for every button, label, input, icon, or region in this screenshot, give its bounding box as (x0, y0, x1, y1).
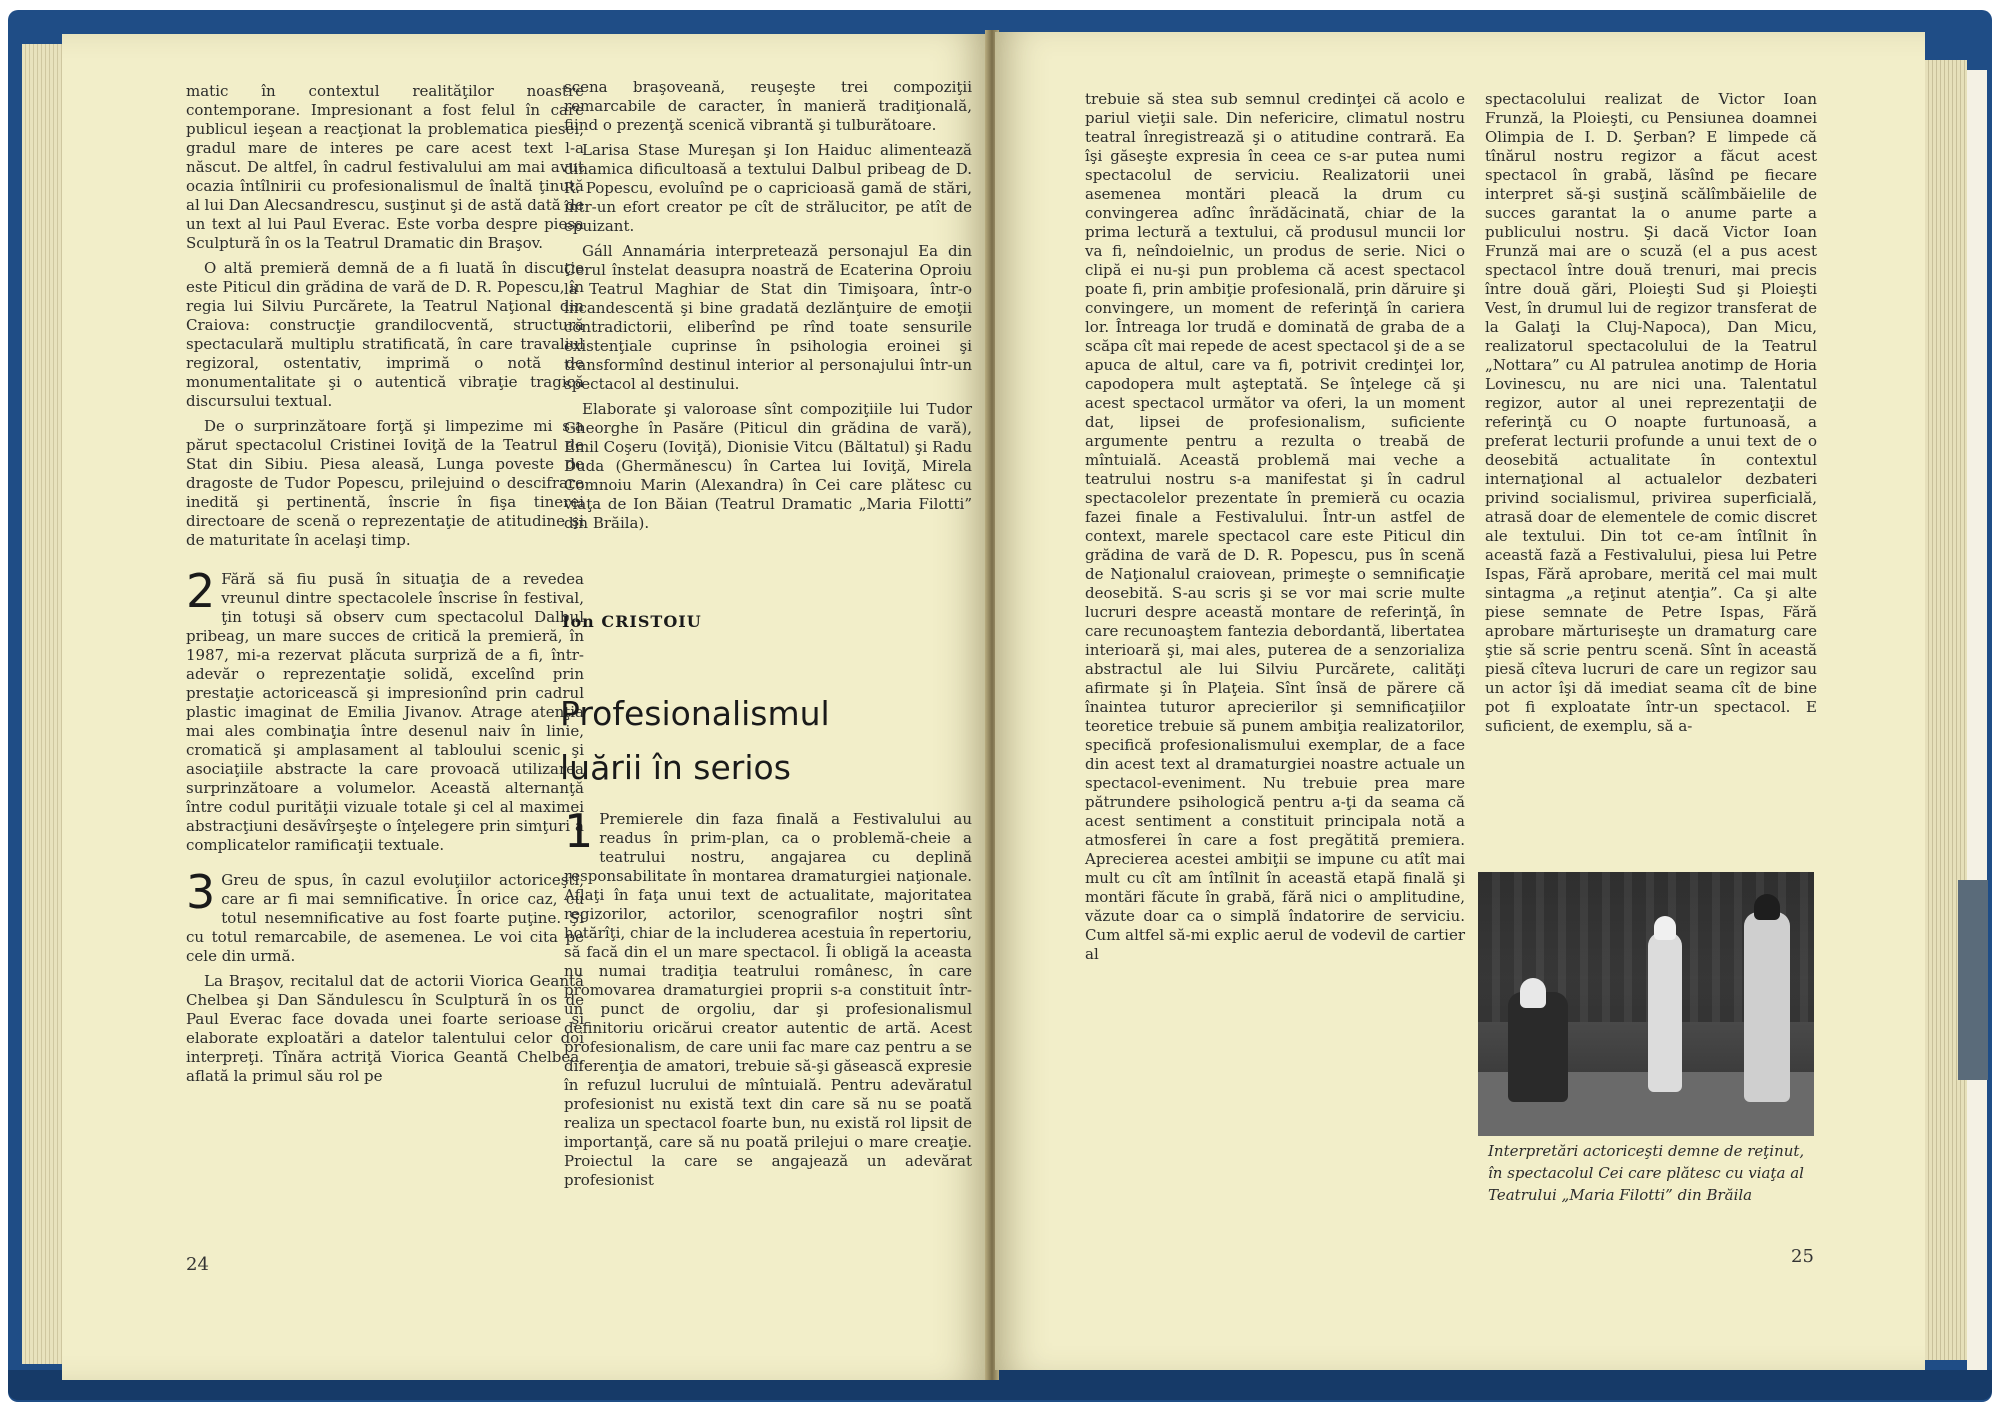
left-page-edges (22, 44, 62, 1364)
paragraph: O altă premieră demnă de a fi luată în discuţie este Piticul din grădina de vară de D. R. Popescu, în regia lui Silviu Purcărete, la Teatrul Naţional din Craiova: construcţie grandilocventă, structură spectaculară multiplu stratificată, în care travaliul regizoral, ostentativ, imprimă o notă de monumentalitate şi o autentică vibraţie tragică discursului textual. (186, 259, 584, 410)
paragraph: La Braşov, recitalul dat de actorii Viorica Geantă Chelbea şi Dan Săndulescu în Sculptură în os de Paul Everac face dovada unei foarte serioase şi elaborate exploatări a datelor talentului celor doi interpreţi. Tînăra actriţă Viorica Geantă Chelbea, aflată la primul său rol pe (186, 972, 584, 1085)
photo-figure-head (1520, 978, 1546, 1008)
photo-standing-figure-2 (1744, 912, 1790, 1102)
right-column-2 (1485, 90, 1817, 742)
article-title-line2: luării în serios (560, 748, 791, 787)
paragraph: scena braşoveană, reuşeşte trei compoziţii remarcabile de caracter, în manieră tradiţională, fiind o prezenţă scenică vibrantă şi tulburătoare. (564, 78, 972, 134)
right-page-edges (1925, 60, 1967, 1360)
bookmark-photo-strip (1958, 880, 1988, 1080)
photo-caption: Interpretări actoriceşti demne de reţinut, în spectacolul Cei care plătesc cu viaţa al Teatrului „Maria Filotti” din Brăila (1488, 1142, 1805, 1204)
section-number: 3 (186, 865, 216, 919)
page-number-left: 24 (186, 1254, 209, 1275)
section-text: Greu de spus, în cazul evoluţiilor actoriceşti, care ar fi mai semnificative. În orice caz, cu totul nesemnificative au fost foarte puţine. Şi cu totul remarcabile, de asemenea. Le voi cita pe cele din urmă. (186, 871, 584, 965)
stage-photo (1478, 872, 1814, 1136)
article-author: Ion CRISTOIU (562, 612, 702, 631)
photo-figure-head (1754, 894, 1780, 920)
photo-standing-figure-1 (1648, 932, 1682, 1092)
page-number-right: 25 (1791, 1246, 1814, 1267)
paragraph: spectacolului realizat de Victor Ioan Frunză, la Ploieşti, cu Pensiunea doamnei Olimpia de I. D. Şerban? E limpede că tînărul nostru regizor a făcut acest spectacol în grabă, lăsînd pe fiecare interpret să-şi susţină scălîmbăielile de succes garantat la o anume parte a publicului nostru. Şi dacă Victor Ioan Frunză mai are o scuză (el a pus acest spectacol între două trenuri, mai precis între două gări, Ploieşti Sud şi Ploieşti Vest, în drumul lui de regizor transferat de la Galaţi la Cluj-Napoca), Dan Micu, realizatorul spectacolului de la Teatrul „Nottara” cu Al patrulea anotimp de Horia Lovinescu, nu are nici una. Talentatul regizor, autor al unei reprezentaţii de referinţă cu O noapte furtunoasă, a preferat lecturii profunde a unui text de o deosebită actualitate în contextul internaţional al actualelor dezbateri privind socialismul, privirea superficială, atrasă doar de elementele de comic discret ale textului. Din tot ce-am întîlnit în această fază a Festivalului, piesa lui Petre Ispas, Fără aprobare, merită cel mai mult sintagma „a reţinut atenţia”. Ca şi alte piese semnate de Petre Ispas, Fără aprobare mărturiseşte un dramaturg care ştie să scrie pentru scenă. Sînt în această piesă cîteva lucruri de care un regizor sau un actor îşi dă imediat seama cît de bine pot fi exploatate într-un spectacol. E suficient, de exemplu, să a- (1485, 90, 1817, 735)
left-column-2-top (564, 78, 972, 539)
section-3 (186, 865, 584, 966)
section-1 (564, 804, 972, 1190)
section-2 (186, 564, 584, 855)
paragraph: De o surprinzătoare forţă şi limpezime mi s-a părut spectacolul Cristinei Ioviţă de la Teatrul de Stat din Sibiu. Piesa aleasă, Lunga poveste de dragoste de Tudor Popescu, prilejuind o descifrare inedită şi pertinentă, înscrie în fişa tinerei directoare de scenă o reprezentaţie de atitudine şi de maturitate în acelaşi timp. (186, 417, 584, 549)
right-column-1 (1085, 90, 1465, 970)
paragraph: Gáll Annamária interpretează personajul Ea din Cerul înstelat deasupra noastră de Ecaterina Oproiu la Teatrul Maghiar de Stat din Timişoara, într-o incandescentă şi bine gradată dezlănţuire de emoţii contradictorii, eliberînd pe rînd toate sensurile existenţiale cuprinse în psihologia eroinei şi transformînd destinul interior al personajului într-un spectacol al destinului. (564, 242, 972, 393)
left-column-1 (186, 82, 584, 1092)
section-text: Premierele din faza finală a Festivalului au readus în prim-plan, ca o problemă-cheie a teatrului nostru, angajarea cu deplină responsabilitate în montarea dramaturgiei naţionale. Aflaţi în faţa unui text de actualitate, majoritatea regizorilor, actorilor, scenografilor noştri sînt hotărîţi, chiar de la includerea acestuia în repertoriu, să facă din el un mare spectacol. Îi obligă la aceasta nu numai tradiţia teatrului românesc, în care promovarea dramaturgiei proprii s-a constituit într-un punct de orgoliu, dar şi profesionalismul definitoriu oricărui creator autentic de artă. Acest profesionalism, de care unii fac mare caz pentru a se diferenţia de amatori, trebuie să-şi găsească expresie în refuzul lucrului de mîntuială. Pentru adevăratul profesionist nu există text din care să nu se poată realiza un spectacol foarte bun, nu există rol lipsit de importanţă, care să nu poată prilejui o mare creaţie. Proiectul la care se angajează un adevărat profesionist (564, 810, 972, 1189)
section-number: 1 (564, 804, 594, 858)
paragraph: Larisa Stase Mureşan şi Ion Haiduc alimentează dinamica dificultoasă a textului Dalbul pribeag de D. R. Popescu, evoluînd pe o capricioasă gamă de stări, într-un efort creator pe cît de strălucitor, pe atît de epuizant. (564, 141, 972, 235)
left-page (62, 34, 987, 1380)
section-text: Fără să fiu pusă în situaţia de a revedea vreunul dintre spectacolele înscrise în festival, ţin totuşi să observ cum spectacolul Dalbul pribeag, un mare succes de critică la premieră, în 1987, mi-a rezervat plăcuta surpriză de a fi, într-adevăr o reprezentaţie solidă, excelînd prin prestaţie actoricească şi impresionînd prin cadrul plastic imaginat de Emilia Jivanov. Atrage atenţia mai ales combinaţia între desenul naiv în linie, cromatică şi amplasament al tabloului scenic şi asociaţiile abstracte la care provoacă utilizarea surprinzătoare a volumelor. Această alternanţă între codul purităţii vizuale totale şi cel al maximei abstracţiuni desăvîrşeşte o înţelegere prin simţuri a complicatelor ramificaţii textuale. (186, 570, 584, 854)
bookmark-strip (1967, 70, 1987, 1370)
paragraph: matic în contextul realităţilor noastre contemporane. Impresionant a fost felul în care publicul ieşean a reacţionat la problematica piesei, gradul mare de interes pe care acest text l-a născut. De altfel, în cadrul festivalului am mai avut ocazia întîlnirii cu profesionalismul de înaltă ţinută al lui Dan Alecsandrescu, susţinut şi de astă dată de un text al lui Paul Everac. Este vorba despre piesa Sculptură în os la Teatrul Dramatic din Braşov. (186, 82, 584, 252)
photo-seated-figure (1508, 992, 1568, 1102)
left-column-2-bottom (564, 804, 972, 1196)
paragraph: Elaborate şi valoroase sînt compoziţiile lui Tudor Gheorghe în Pasăre (Piticul din grădina de vară), Emil Coşeru (Ioviţă), Dionisie Vitcu (Băltatul) şi Radu Duda (Ghermănescu) în Cartea lui Ioviţă, Mirela Comnoiu Marin (Alexandra) în Cei care plătesc cu viaţa de Ion Băian (Teatrul Dramatic „Maria Filotti” din Brăila). (564, 400, 972, 532)
section-number: 2 (186, 564, 216, 618)
article-title-line1: Profesionalismul (560, 694, 830, 733)
paragraph: trebuie să stea sub semnul credinţei că acolo e pariul vieţii sale. Din nefericire, climatul nostru teatral înregistrează şi o atitudine contrară. Ea îşi găseşte expresia în ceea ce s-ar putea numi spectacolul de serviciu. Realizatorii unei asemenea montări pleacă la drum cu convingerea adînc înrădăcinată, chiar de la prima lectură a textului, că produsul muncii lor va fi, neîndoielnic, un produs de serie. Nici o clipă ei nu-şi pun problema că acest spectacol poate fi, prin ambiţie profesională, prin dăruire şi convingere, un moment de referinţă în cariera lor. Întreaga lor trudă e dominată de graba de a scăpa cît mai repede de acest spectacol şi de a se apuca de altul, care va fi, potrivit credinţei lor, capodopera mult aşteptată. Se înţelege că şi acest spectacol următor va oferi, la un moment dat, lipsei de profesionalism, suficiente argumente pentru a rezulta o treabă de mîntuială. Această problemă mai veche a teatrului nostru s-a manifestat şi în cadrul spectacolelor prezentate în premieră cu ocazia fazei finale a Festivalului. Într-un astfel de context, marele spectacol care este Piticul din grădina de vară de D. R. Popescu, pus în scenă de Naţionalul craiovean, primeşte o semnificaţie deosebită. S-au scris şi se vor mai scrie multe lucruri despre această montare de referinţă, în care recunoaştem fantezia debordantă, libertatea interioară şi, mai ales, puterea de a senzorializa abstractul ale lui Silviu Purcărete, calităţi afirmate şi în Plaţeia. Sînt însă de părere că înaintea tuturor aprecierilor şi semnificaţiilor teoretice trebuie să punem ambiţia realizatorilor, specifică profesionalismului exemplar, de a face din acest text al dramaturgiei noastre actuale un spectacol-eveniment. Nu trebuie prea mare pătrundere psihologică pentru a-ţi da seama că acest sentiment a constituit principala notă a atmosferei în care a fost pregătită premiera. Aprecierea acestei ambiţii se impune cu atît mai mult cu cît am întîlnit în această etapă finală şi montări făcute în grabă, fără nici o amplitudine, văzute doar ca o simplă îndatorire de serviciu. Cum altfel să-mi explic aerul de vodevil de cartier al (1085, 90, 1466, 963)
photo-figure-head (1654, 916, 1676, 940)
